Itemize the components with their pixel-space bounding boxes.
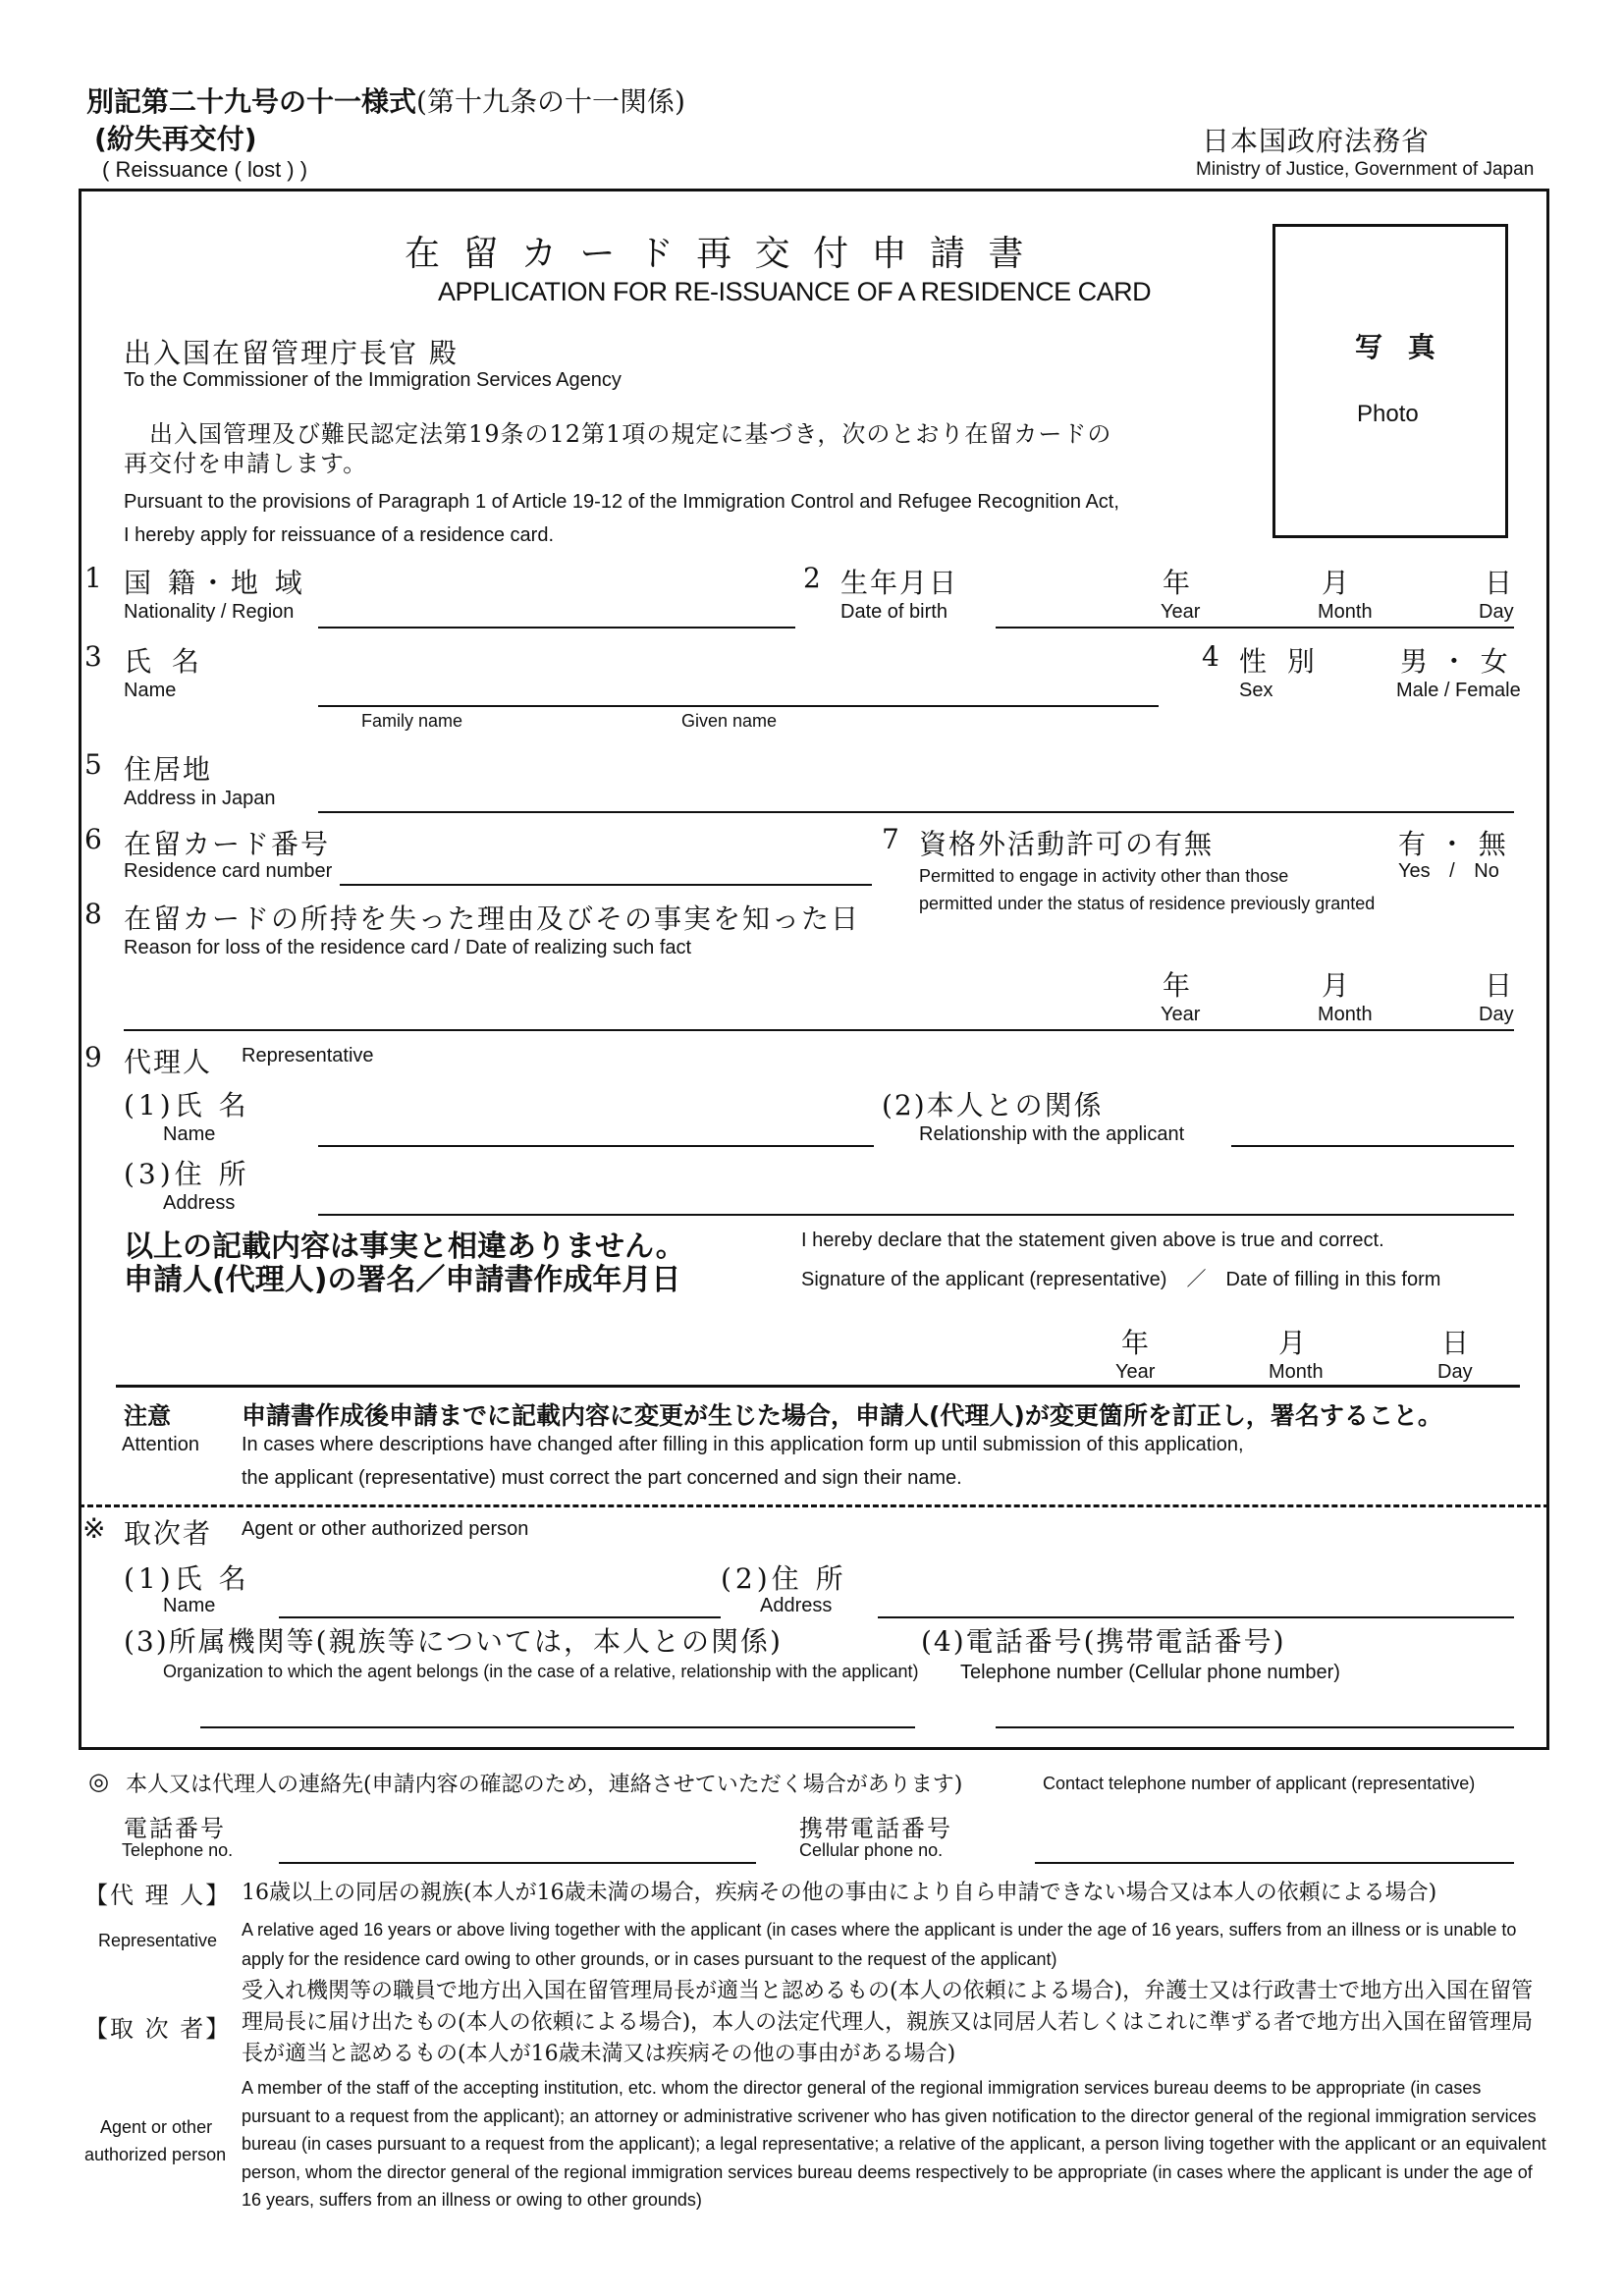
field-5-number: 5 (84, 748, 102, 781)
field-8-label-en: Reason for loss of the residence card / Date of realizing such fact (124, 937, 692, 958)
rep-relation-label-en: Relationship with the applicant (919, 1123, 1185, 1145)
note-rep-jp: 16歳以上の同居の親族(本人が16歳未満の場合，疾病その他の事由により自ら申請できない場合又は本人の依頼による場合) (242, 1881, 1437, 1905)
form-article-text: (第十九条の十一関係) (416, 85, 685, 118)
declaration-jp-line2: 申請人(代理人)の署名／申請書作成年月日 (124, 1263, 681, 1297)
agent-tel-label-jp: (4)電話番号(携帯電話番号) (921, 1625, 1286, 1658)
contact-cell-label-en: Cellular phone no. (799, 1840, 944, 1860)
photo-label-en: Photo (1357, 401, 1419, 427)
rep-address-input-line[interactable] (318, 1214, 1514, 1216)
field-5-label-jp: 住居地 (124, 753, 213, 786)
field-2-number: 2 (803, 562, 821, 594)
reissue-type-jp: (紛失再交付) (94, 123, 257, 155)
agent-mark: ※ (82, 1512, 108, 1545)
field-3-number: 3 (84, 640, 102, 673)
sign-year-en: Year (1115, 1361, 1156, 1383)
loss-year-jp: 年 (1163, 969, 1193, 1002)
ministry-en: Ministry of Justice, Government of Japan (1196, 159, 1535, 180)
dob-day-en: Day (1479, 601, 1514, 623)
contact-jp: 本人又は代理人の連絡先(申請内容の確認のため，連絡させていただく場合があります) (126, 1773, 963, 1797)
note-rep-label-jp: 【代 理 人】 (84, 1882, 232, 1909)
field-2-label-jp: 生年月日 (840, 567, 959, 599)
loss-day-jp: 日 (1485, 969, 1515, 1002)
field-4-label-jp: 性 別 (1239, 645, 1321, 678)
sign-month-jp: 月 (1278, 1327, 1309, 1359)
field-7-number: 7 (882, 823, 899, 855)
dob-year-jp: 年 (1163, 567, 1193, 599)
sign-day-jp: 日 (1441, 1327, 1472, 1359)
agent-address-label-en: Address (760, 1595, 833, 1616)
loss-month-en: Month (1318, 1004, 1373, 1025)
addressee-jp: 出入国在留管理庁長官 殿 (124, 337, 459, 369)
dob-month-en: Month (1318, 601, 1373, 623)
agent-name-label-jp: (1)氏 名 (124, 1562, 250, 1595)
field-2-label-en: Date of birth (840, 601, 947, 623)
rep-address-label-jp: (3)住 所 (124, 1158, 250, 1190)
note-rep-label-en: Representative (98, 1931, 218, 1950)
dob-year-en: Year (1161, 601, 1201, 623)
form-number-text: 別記第二十九号の十一様式 (86, 85, 417, 118)
agent-address-label-jp: (2)住 所 (721, 1562, 847, 1595)
field-7-label-jp: 資格外活動許可の有無 (919, 828, 1215, 860)
agent-tel-label-en: Telephone number (Cellular phone number) (960, 1662, 1340, 1683)
agent-org-input-line[interactable] (200, 1726, 915, 1728)
loss-month-jp: 月 (1322, 969, 1352, 1002)
permission-options-jp[interactable]: 有 ・ 無 (1398, 828, 1508, 860)
dob-day-jp: 日 (1485, 567, 1515, 599)
loss-reason-input-line[interactable] (124, 1029, 1514, 1031)
contact-cell-input-line[interactable] (1035, 1862, 1514, 1864)
attention-label-jp: 注意 (124, 1402, 171, 1430)
photo-label-jp: 写 真 (1355, 331, 1443, 363)
agent-section-divider (79, 1504, 1549, 1507)
addressee-en: To the Commissioner of the Immigration Services Agency (124, 369, 622, 391)
declaration-en-line1: I hereby declare that the statement given above is true and correct. (801, 1230, 1384, 1251)
rep-name-label-jp: (1)氏 名 (124, 1089, 250, 1121)
agent-name-label-en: Name (163, 1595, 216, 1616)
agent-label-jp: 取次者 (124, 1517, 213, 1550)
contact-tel-input-line[interactable] (279, 1862, 756, 1864)
attention-label-en: Attention (122, 1434, 199, 1455)
agent-label-en: Agent or other authorized person (242, 1518, 529, 1540)
field-1-number: 1 (84, 562, 102, 594)
contact-tel-label-en: Telephone no. (122, 1840, 234, 1860)
contact-mark: ◎ (88, 1768, 111, 1795)
form-number (86, 81, 685, 120)
intro-en-line2: I hereby apply for reissuance of a residence card. (124, 524, 555, 546)
intro-jp-line2: 再交付を申請します。 (124, 450, 368, 477)
reissue-type-en: ( Reissuance ( lost ) ) (102, 157, 308, 182)
rep-relation-label-jp: (2)本人との関係 (882, 1089, 1104, 1121)
attention-text-en-line2: the applicant (representative) must correct the part concerned and sign their name. (242, 1467, 962, 1489)
field-4-label-en: Sex (1239, 680, 1273, 701)
field-8-label-jp: 在留カードの所持を失った理由及びその事実を知った日 (124, 902, 861, 935)
contact-cell-label-jp: 携帯電話番号 (799, 1815, 952, 1842)
note-agent-en: A member of the staff of the accepting institution, etc. whom the director general of the regional immigration services bureau deems to be appropriate (in cases pursuant to a request from the applicant); an attorney or administrative scrivener who has given notification to the director general of the regional immigration services bureau (in cases pursuant to a request from the applicant); a legal representative; a relative of the applicant, a person living together with the applicant or an equivalent person, whom the director general of the regional immigration services bureau deems respectively to be appropriate (in cases where the applicant is under the age of 16 years, suffers from an illness or owing to other grounds) (242, 2078, 1546, 2210)
field-9-label-en: Representative (242, 1045, 374, 1066)
name-input-line[interactable] (318, 705, 1159, 707)
agent-tel-input-line[interactable] (996, 1726, 1514, 1728)
field-9-number: 9 (84, 1041, 102, 1073)
nationality-input-line[interactable] (318, 627, 795, 629)
signature-divider[interactable] (116, 1385, 1520, 1388)
agent-org-label-en: Organization to which the agent belongs (in the case of a relative, relationship with the applicant) (163, 1662, 919, 1681)
intro-jp-line1: 出入国管理及び難民認定法第19条の12第1項の規定に基づき，次のとおり在留カードの (149, 420, 1112, 448)
attention-text-jp: 申請書作成後申請までに記載内容に変更が生じた場合，申請人(代理人)が変更箇所を訂正し，署名すること。 (242, 1401, 1442, 1430)
sex-options-jp[interactable]: 男 ・ 女 (1400, 645, 1510, 678)
note-agent-jp: 受入れ機関等の職員で地方出入国在留管理局長が適当と認めるもの(本人の依頼による場合)，弁護士又は行政書士で地方出入国在留管理局長に届け出たもの(本人の依頼による場合)，本人の法定代理人，親族又は同居人若しくはこれに準ずる者で地方出入国在留管理局長が適当と認めるもの(本人が16歳未満又は疾病その他の事由がある場合) (242, 1979, 1534, 2066)
sign-year-jp: 年 (1121, 1327, 1152, 1359)
form-title-en: APPLICATION FOR RE-ISSUANCE OF A RESIDENCE CARD (438, 277, 1152, 306)
dob-month-jp: 月 (1322, 567, 1352, 599)
agent-address-input-line[interactable] (878, 1616, 1514, 1618)
field-7-label-en-line1: Permitted to engage in activity other than those (919, 866, 1289, 886)
photo-box[interactable] (1272, 224, 1508, 538)
sign-day-en: Day (1437, 1361, 1473, 1383)
field-6-label-jp: 在留カード番号 (124, 828, 331, 860)
field-5-label-en: Address in Japan (124, 788, 276, 809)
field-3-label-jp: 氏 名 (124, 645, 205, 678)
contact-tel-label-jp: 電話番号 (124, 1815, 226, 1842)
loss-day-en: Day (1479, 1004, 1514, 1025)
dob-input-line[interactable] (996, 627, 1514, 629)
contact-en: Contact telephone number of applicant (representative) (1043, 1774, 1476, 1793)
agent-org-label-jp: (3)所属機関等(親族等については，本人との関係) (124, 1625, 783, 1658)
sign-month-en: Month (1269, 1361, 1324, 1383)
field-3-label-en: Name (124, 680, 177, 701)
field-4-number: 4 (1202, 640, 1219, 673)
rep-name-input-line[interactable] (318, 1145, 874, 1147)
ministry-jp: 日本国政府法務省 (1202, 125, 1431, 157)
address-input-line[interactable] (318, 811, 1514, 813)
field-6-number: 6 (84, 823, 102, 855)
loss-year-en: Year (1161, 1004, 1201, 1025)
permission-options-en: Yes / No (1398, 860, 1499, 882)
note-agent-label-jp: 【取 次 者】 (84, 2015, 232, 2043)
given-name-label: Given name (681, 711, 778, 731)
declaration-jp-line1: 以上の記載内容は事実と相違ありません。 (124, 1230, 685, 1264)
field-6-label-en: Residence card number (124, 860, 333, 882)
form-title-jp: 在 留 カ ー ド 再 交 付 申 請 書 (405, 234, 1030, 274)
note-rep-en: A relative aged 16 years or above living together with the applicant (in cases where the applicant is under the age of 16 years, suffers from an illness or is unable to apply for the residence card owing to other grounds, or in cases pursuant to the request of the applicant) (242, 1920, 1517, 1969)
residence-card-number-line[interactable] (340, 884, 872, 886)
field-8-number: 8 (84, 898, 102, 930)
field-7-label-en-line2: permitted under the status of residence previously granted (919, 894, 1376, 913)
declaration-en-line2: Signature of the applicant (representative) ／ Date of filling in this form (801, 1269, 1441, 1290)
field-1-label-jp: 国 籍・地 域 (124, 567, 306, 599)
note-agent-label-en-2: authorized person (84, 2145, 227, 2164)
attention-text-en-line1: In cases where descriptions have changed after filling in this application form up until submission of this application, (242, 1434, 1244, 1455)
intro-en-line1: Pursuant to the provisions of Paragraph 1 of Article 19-12 of the Immigration Control and Refugee Recognition Act, (124, 491, 1119, 513)
agent-name-input-line[interactable] (279, 1616, 721, 1618)
rep-address-label-en: Address (163, 1192, 236, 1214)
family-name-label: Family name (361, 711, 463, 731)
rep-name-label-en: Name (163, 1123, 216, 1145)
field-9-label-jp: 代理人 (124, 1046, 213, 1078)
note-agent-label-en-1: Agent or other (100, 2117, 213, 2137)
sex-options-en: Male / Female (1396, 680, 1521, 701)
rep-relation-input-line[interactable] (1231, 1145, 1514, 1147)
field-1-label-en: Nationality / Region (124, 601, 295, 623)
